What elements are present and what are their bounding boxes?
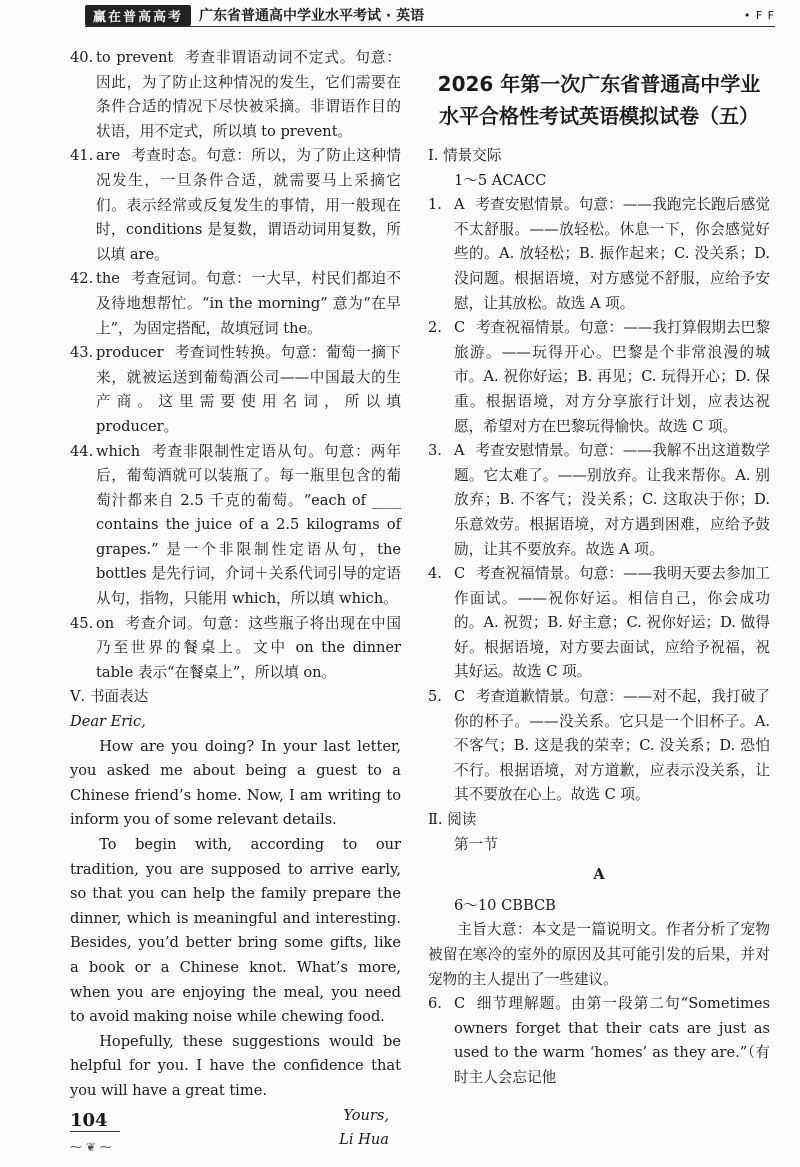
item-answer: A <box>454 196 465 214</box>
item-number: 42. <box>70 270 94 288</box>
answer-item-2 <box>428 316 770 439</box>
item-number: 1. <box>428 196 442 214</box>
answer-item-41 <box>70 144 401 267</box>
model-letter <box>70 710 401 1153</box>
letter-closing: Yours, <box>343 1106 389 1124</box>
item-explanation: 考查祝福情景。句意：——我打算假期去巴黎旅游。——玩得开心。巴黎是个非常浪漫的城市。A. 祝你好运；B. 再见；C. 玩得开心；D. 保重。根据语境，对方分享旅行计划，应表达祝愿，希望对方在巴黎玩得愉快。故选 C 项。 <box>454 319 770 435</box>
letter-paragraph: To begin with, according to our tradition, you are supposed to arrive early, so that you can help the family prepare the dinner, which is meaningful and interesting. Besides, you’d better bring some gifts, like a book or a Chinese knot. What’s more, when you are enjoying the meal, you need to avoid making noise while chewing food. <box>70 836 401 1026</box>
right-column <box>428 46 770 1091</box>
answer-item-43 <box>70 341 401 439</box>
item-answer: C <box>454 565 466 583</box>
item-answer: the <box>96 270 120 288</box>
item-explanation: 考查冠词。句意：一大早，村民们都迫不及待地想帮忙。“in the morning” 意为“在早上”，为固定搭配，故填冠词 the。 <box>96 270 401 337</box>
item-number: 4. <box>428 565 442 583</box>
answer-item-5 <box>428 685 770 808</box>
document-title <box>428 68 770 132</box>
item-number: 5. <box>428 688 442 706</box>
ornament-icon: ⁓ ❦ ⁓ <box>70 1140 112 1154</box>
item-answer: which <box>96 442 141 460</box>
letter-salutation: Dear Eric, <box>70 713 146 731</box>
answer-key-6-10: 6～10 CBBCB <box>454 896 556 914</box>
answer-key-1-5: 1～5 ACACC <box>454 171 547 189</box>
answer-item-1 <box>428 193 770 316</box>
answer-item-45 <box>70 612 401 686</box>
section-heading-writing: Ⅴ. 书面表达 <box>70 688 149 706</box>
item-explanation: 考查非谓语动词不定式。句意：因此，为了防止这种情况的发生，它们需要在条件合适的情况下尽快被采摘。非谓语作目的状语，用不定式，所以填 to prevent。 <box>96 49 402 140</box>
answer-item-40 <box>70 46 401 144</box>
passage-letter: A <box>593 866 605 884</box>
item-explanation: 考查安慰情景。句意：——我解不出这道数学题。它太难了。——别放弃。让我来帮你。A. 别放弃；B. 不客气；没关系；C. 这取决于你；D. 乐意效劳。根据语境，对方遇到困难，应给予鼓励，让其不要放弃。故选 A 项。 <box>454 442 770 558</box>
item-explanation: 考查祝福情景。句意：——我明天要去参加工作面试。——祝你好运。相信自己，你会成功的。A. 祝贺；B. 好主意；C. 祝你好运；D. 做得好。根据语境，对方要去面试，应给予祝福，祝其好运。故选 C 项。 <box>454 565 770 681</box>
series-title: 广东省普通高中学业水平考试 · 英语 <box>199 8 425 24</box>
item-answer: C <box>454 319 466 337</box>
item-answer: C <box>454 995 466 1013</box>
answer-item-4 <box>428 562 770 685</box>
item-answer: A <box>454 442 465 460</box>
item-explanation: 考查时态。句意：所以，为了防止这种情况发生，一旦条件合适，就需要马上采摘它们。表示经常或反复发生的事情，用一般现在时，conditions 是复数，谓语动词用复数，所以填 are。 <box>96 147 401 263</box>
item-number: 6. <box>428 995 442 1013</box>
item-number: 3. <box>428 442 442 460</box>
item-answer: on <box>96 614 115 632</box>
main-idea: 主旨大意：本文是一篇说明文。作者分析了宠物被留在寒冷的室外的原因及其可能引发的后果，并对宠物的主人提出了一些建议。 <box>428 921 770 988</box>
item-answer: C <box>454 688 466 706</box>
item-explanation: 考查介词。句意：这些瓶子将出现在中国乃至世界的餐桌上。文中 on the dinner table 表示“在餐桌上”，所以填 on。 <box>96 614 401 681</box>
item-number: 44. <box>70 442 94 460</box>
title-line-2: 水平合格性考试英语模拟试卷（五） <box>439 104 759 128</box>
header-mark: • F F <box>743 8 775 22</box>
letter-signature: Li Hua <box>339 1131 389 1149</box>
item-answer: are <box>96 147 121 165</box>
item-number: 41. <box>70 147 94 165</box>
item-number: 45. <box>70 614 94 632</box>
answer-item-42 <box>70 267 401 341</box>
item-explanation: 考查词性转换。句意：葡萄一摘下来，就被运送到葡萄酒公司——中国最大的生产商。这里需要使用名词，所以填 producer。 <box>96 344 401 435</box>
title-line-1: 2026 年第一次广东省普通高中学业 <box>437 72 761 96</box>
answer-item-6 <box>428 992 770 1090</box>
item-explanation: 细节理解题。由第一段第二句“Sometimes owners forget that their cats are just as used to the warm ‘homes’ as they are.”（有时主人会忘记他 <box>454 995 771 1086</box>
letter-paragraph: Hopefully, these suggestions would be helpful for you. I have the confidence that you will have a great time. <box>70 1032 401 1099</box>
item-answer: to prevent <box>96 49 174 66</box>
page-header <box>85 4 775 27</box>
part-heading: 第一节 <box>454 835 498 853</box>
item-explanation: 考查非限制性定语从句。句意：两年后，葡萄酒就可以装瓶了。每一瓶里包含的葡萄汁都来自 2.5 千克的葡萄。“each of ____ contains the juice of a 2.5 kilograms of grapes.” 是一个非限制性定语从句，the bottles 是先行词，介词＋关系代词引导的定语从句，指物，只能用 which，所以填 which。 <box>96 442 401 608</box>
brand-logo: 赢在普高高考 <box>85 5 191 26</box>
page-number: 104 <box>70 1110 120 1132</box>
item-answer: producer <box>96 344 164 362</box>
left-column <box>70 46 401 1153</box>
item-explanation: 考查道歉情景。句意：——对不起，我打破了你的杯子。——没关系。它只是一个旧杯子。A. 不客气；B. 这是我的荣幸；C. 没关系；D. 恐怕不行。根据语境，对方道歉，应表示没关系，让其不要放在心上。故选 C 项。 <box>454 688 770 804</box>
item-number: 2. <box>428 319 442 337</box>
section-heading-reading: Ⅱ. 阅读 <box>428 811 477 829</box>
answer-item-44 <box>70 440 401 612</box>
section-heading-dialogue: Ⅰ. 情景交际 <box>428 147 502 164</box>
letter-paragraph: How are you doing? In your last letter, you asked me about being a guest to a Chinese friend’s home. Now, I am writing to inform you of some relevant details. <box>70 737 401 829</box>
item-number: 40. <box>70 49 94 66</box>
answer-item-3 <box>428 439 770 562</box>
item-number: 43. <box>70 344 94 362</box>
item-explanation: 考查安慰情景。句意：——我跑完长跑后感觉不太舒服。——放轻松。休息一下，你会感觉好些的。A. 放轻松；B. 振作起来；C. 没关系；D. 没问题。根据语境，对方感觉不舒服，应给予安慰，让其放松。故选 A 项。 <box>454 196 770 312</box>
